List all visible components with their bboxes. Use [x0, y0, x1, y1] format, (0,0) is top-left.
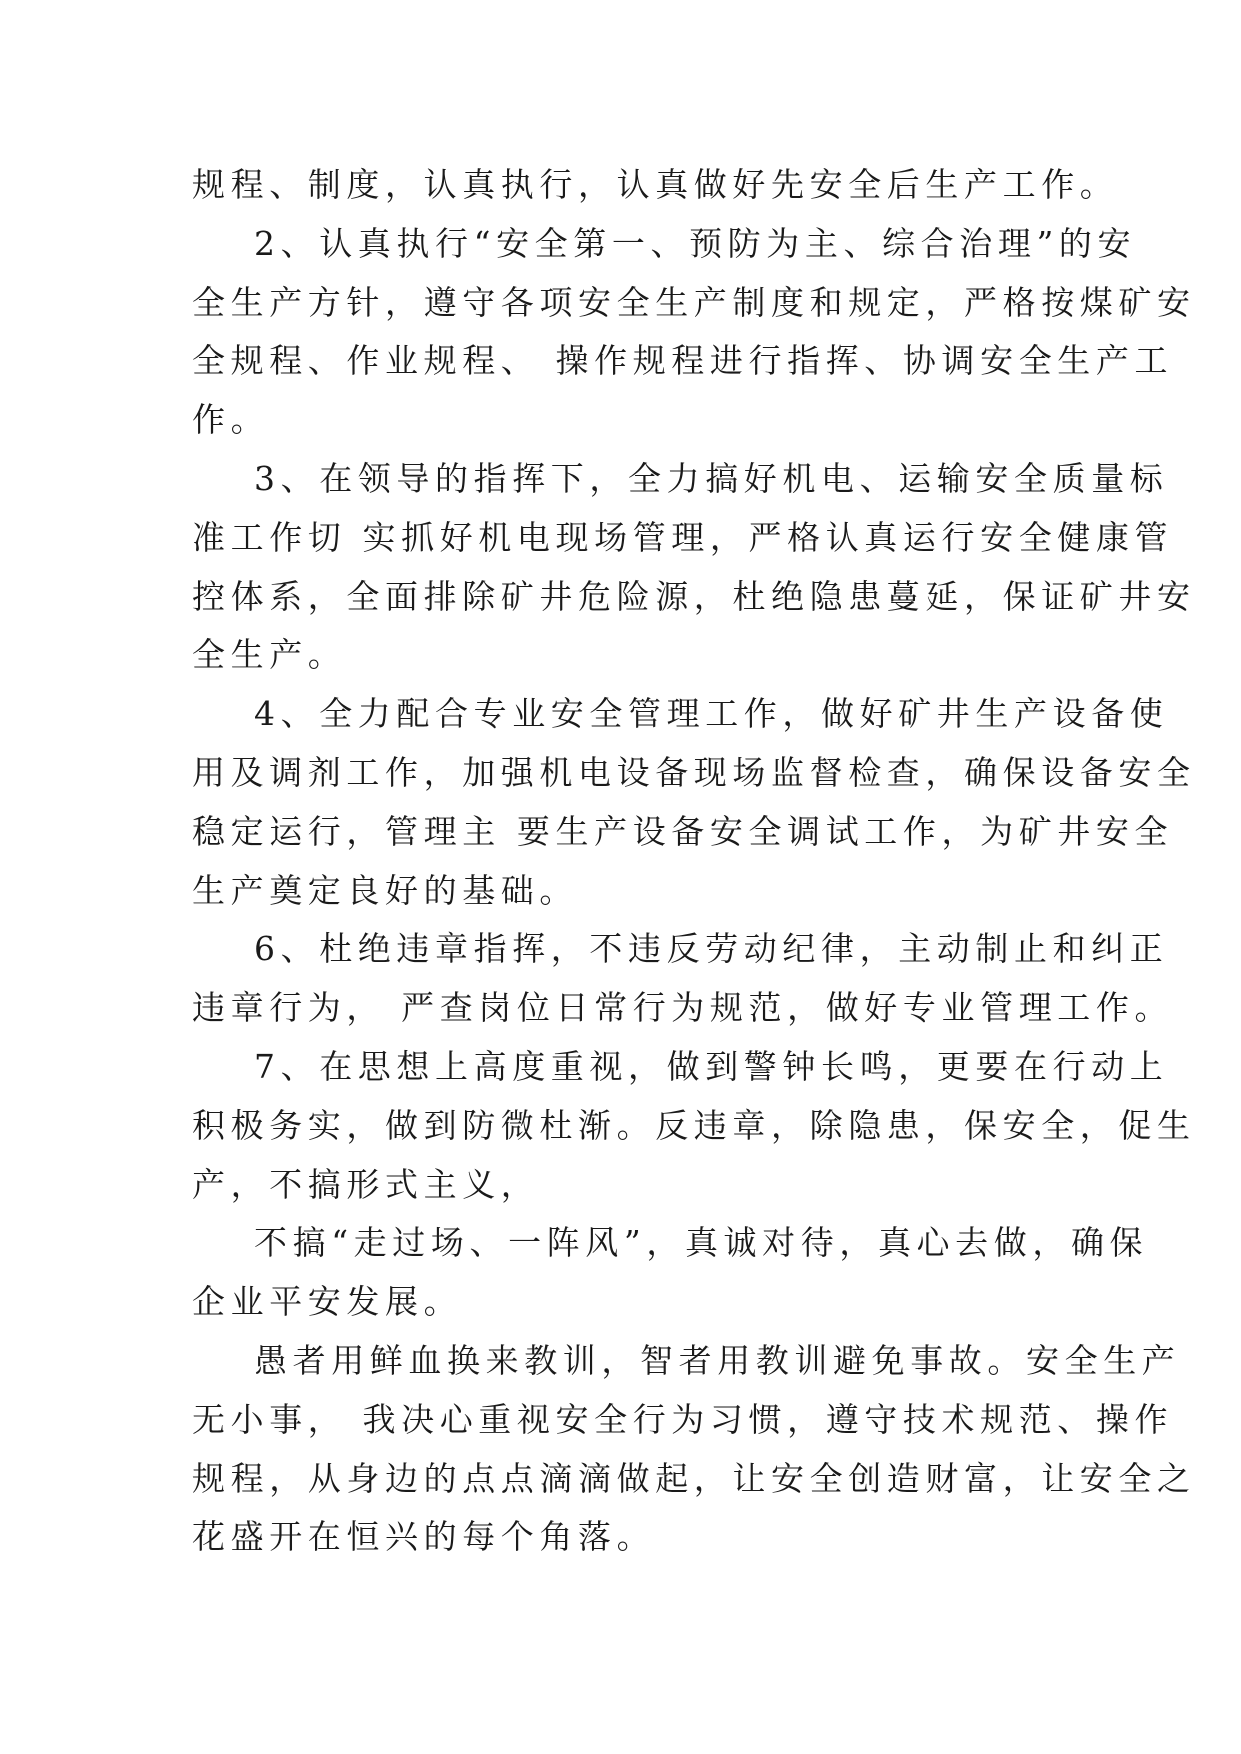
text-line: 3、在领导的指挥下，全力搞好机电、运输安全质量标 [254, 458, 1169, 498]
paragraph-item-4 [192, 685, 1196, 920]
text-line: 全规程、作业规程、 操作规程进行指挥、协调安全生产工 [192, 341, 1174, 381]
text-line: 4、全力配合专业安全管理工作，做好矿井生产设备使 [254, 694, 1169, 734]
text-line: 准工作切 实抓好机电现场管理，严格认真运行安全健康管 [192, 517, 1174, 557]
text-line: 全生产。 [192, 635, 347, 675]
text-line: 全生产方针，遵守各项安全生产制度和规定，严格按煤矿安 [192, 282, 1196, 322]
document-body [192, 156, 1196, 1567]
paragraph-item-7-continued [192, 1214, 1149, 1332]
paragraph-item-3 [192, 450, 1196, 685]
text-line: 不搞“走过场、一阵风”，真诚对待，真心去做，确保 [254, 1223, 1149, 1263]
text-line: 企业平安发展。 [192, 1282, 463, 1322]
text-line: 积极务实，做到防微杜渐。反违章，除隐患，保安全，促生 [192, 1105, 1196, 1145]
text-line: 7、在思想上高度重视，做到警钟长鸣，更要在行动上 [254, 1046, 1169, 1086]
paragraph-continuation [192, 156, 1119, 215]
text-line: 无小事， 我决心重视安全行为习惯，遵守技术规范、操作 [192, 1399, 1174, 1439]
text-line: 稳定运行，管理主 要生产设备安全调试工作，为矿井安全 [192, 811, 1174, 851]
text-line: 规程、制度，认真执行，认真做好先安全后生产工作。 [192, 165, 1119, 204]
paragraph-item-2 [192, 215, 1196, 450]
text-line: 作。 [192, 400, 270, 440]
text-line: 生产奠定良好的基础。 [192, 870, 578, 910]
paragraph-item-7 [192, 1038, 1196, 1214]
text-line: 花盛开在恒兴的每个角落。 [192, 1517, 656, 1557]
text-line: 违章行为， 严查岗位日常行为规范，做好专业管理工作。 [192, 988, 1174, 1028]
text-line: 控体系，全面排除矿井危险源，杜绝隐患蔓延，保证矿井安 [192, 576, 1196, 616]
text-line: 产，不搞形式主义， [192, 1164, 540, 1204]
paragraph-item-6 [192, 920, 1174, 1038]
text-line: 用及调剂工作，加强机电设备现场监督检查，确保设备安全 [192, 752, 1196, 792]
text-line: 规程，从身边的点点滴滴做起，让安全创造财富，让安全之 [192, 1458, 1196, 1498]
text-line: 愚者用鲜血换来教训，智者用教训避免事故。安全生产 [254, 1340, 1181, 1380]
paragraph-conclusion [192, 1332, 1196, 1567]
text-line: 2、认真执行“安全第一、预防为主、综合治理”的安 [254, 223, 1137, 263]
text-line: 6、杜绝违章指挥，不违反劳动纪律，主动制止和纠正 [254, 929, 1169, 969]
